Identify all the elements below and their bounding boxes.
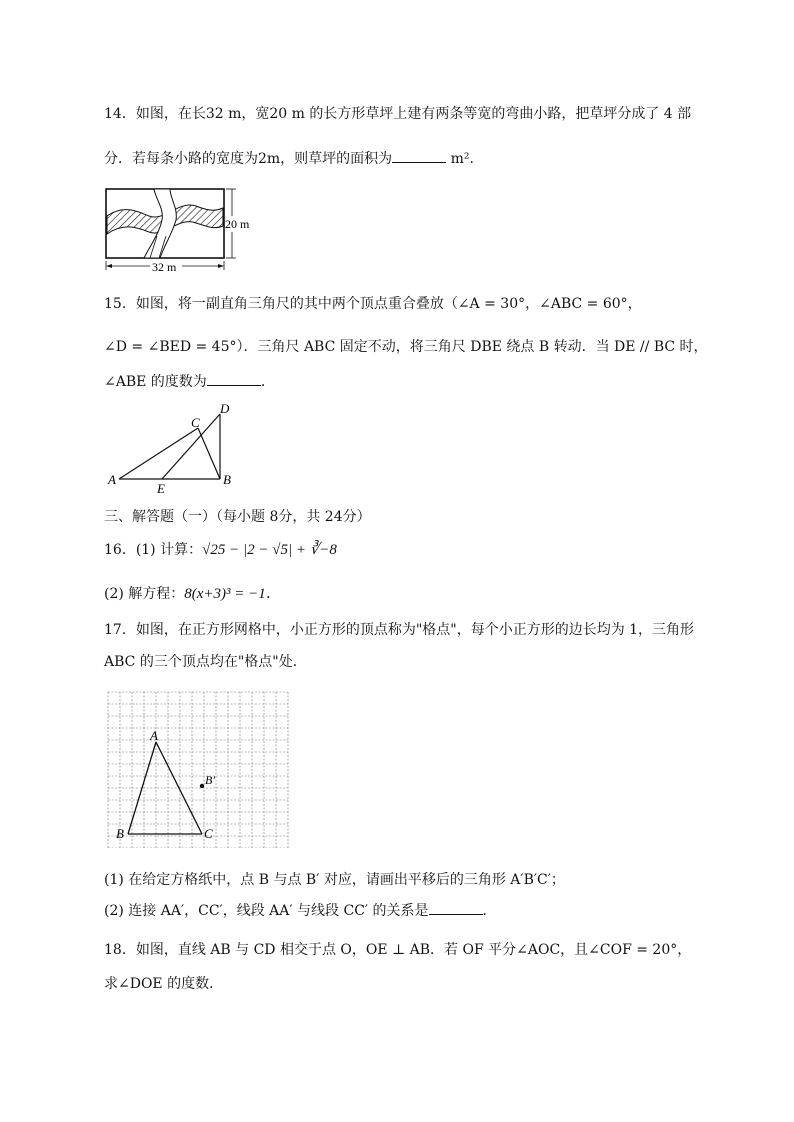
q15-line2: ∠D = ∠BED = 45°）．三角尺 ABC 固定不动，将三角尺 DBE 绕点 B 转动．当 DE // BC 时， bbox=[104, 339, 708, 355]
point-B-prime bbox=[200, 784, 204, 788]
q16-part1-expression: √25 − |2 − √5| + ∛−8 bbox=[202, 542, 337, 558]
height-label: 20 m bbox=[225, 217, 250, 231]
grid-figure bbox=[104, 688, 298, 848]
q16-part2-label: (2) 解方程： bbox=[104, 586, 185, 602]
side-CA bbox=[156, 742, 202, 834]
length-label: 32 m bbox=[152, 260, 177, 274]
grid-A-label: A bbox=[150, 728, 158, 743]
section-3-heading: 三、解答题（一）（每小题 8分，共 24分） bbox=[104, 509, 371, 525]
answer-blank bbox=[392, 148, 446, 163]
q17-line2: ABC 的三个顶点均在"格点"处． bbox=[104, 654, 307, 670]
q17-part2 bbox=[104, 900, 497, 921]
grid-C-label: C bbox=[204, 826, 213, 841]
grid-Bp-label: B′ bbox=[205, 773, 215, 787]
point-E-label: E bbox=[157, 481, 165, 496]
q17-part2-end: ． bbox=[482, 903, 497, 919]
answer-blank bbox=[207, 371, 261, 386]
q16-part2 bbox=[104, 584, 281, 604]
q14-unit: m². bbox=[450, 151, 474, 167]
q16-part1-label: 16．(1) 计算： bbox=[104, 542, 203, 558]
q17-part1: (1) 在给定方格纸中，点 B 与点 B′ 对应，请画出平移后的三角形 A′B′C′； bbox=[104, 872, 565, 888]
q15-line3-text: ∠ABE 的度数为 bbox=[104, 374, 207, 390]
q16-part1 bbox=[104, 540, 337, 560]
q16-part2-expression: 8(x+3)³ = −1． bbox=[184, 586, 281, 602]
q15-line3 bbox=[104, 371, 275, 392]
q14-line2 bbox=[104, 148, 474, 169]
lawn-figure bbox=[104, 186, 264, 276]
grid-B-label: B bbox=[116, 826, 124, 841]
point-A-label: A bbox=[108, 472, 116, 487]
q15-line1: 15．如图，将一副直角三角尺的其中两个顶点重合叠放（∠A = 30°，∠ABC = 60°， bbox=[104, 296, 642, 312]
answer-blank bbox=[429, 900, 483, 915]
triangle-rulers-figure bbox=[104, 400, 239, 500]
point-D-label: D bbox=[220, 401, 230, 416]
q14-line2-text: 分．若每条小路的宽度为2m，则草坪的面积为 bbox=[104, 151, 393, 167]
point-C-label: C bbox=[191, 415, 200, 430]
q14-line1: 14．如图，在长32 m，宽20 m 的长方形草坪上建有两条等宽的弯曲小路，把草坪分成了 4 部 bbox=[104, 106, 692, 122]
q18-line1: 18．如图，直线 AB 与 CD 相交于点 O，OE ⊥ AB．若 OF 平分∠AOC，且∠COF = 20°， bbox=[104, 942, 692, 958]
point-B-label: B bbox=[223, 472, 231, 487]
q17-part2-text: (2) 连接 AA′，CC′，线段 AA′ 与线段 CC′ 的关系是 bbox=[104, 903, 429, 919]
q18-line2: 求∠DOE 的度数． bbox=[104, 976, 224, 992]
q17-line1: 17．如图，在正方形网格中，小正方形的顶点称为"格点"，每个小正方形的边长均为 1，三角形 bbox=[104, 622, 695, 638]
q15-line3-end: ． bbox=[260, 374, 275, 390]
